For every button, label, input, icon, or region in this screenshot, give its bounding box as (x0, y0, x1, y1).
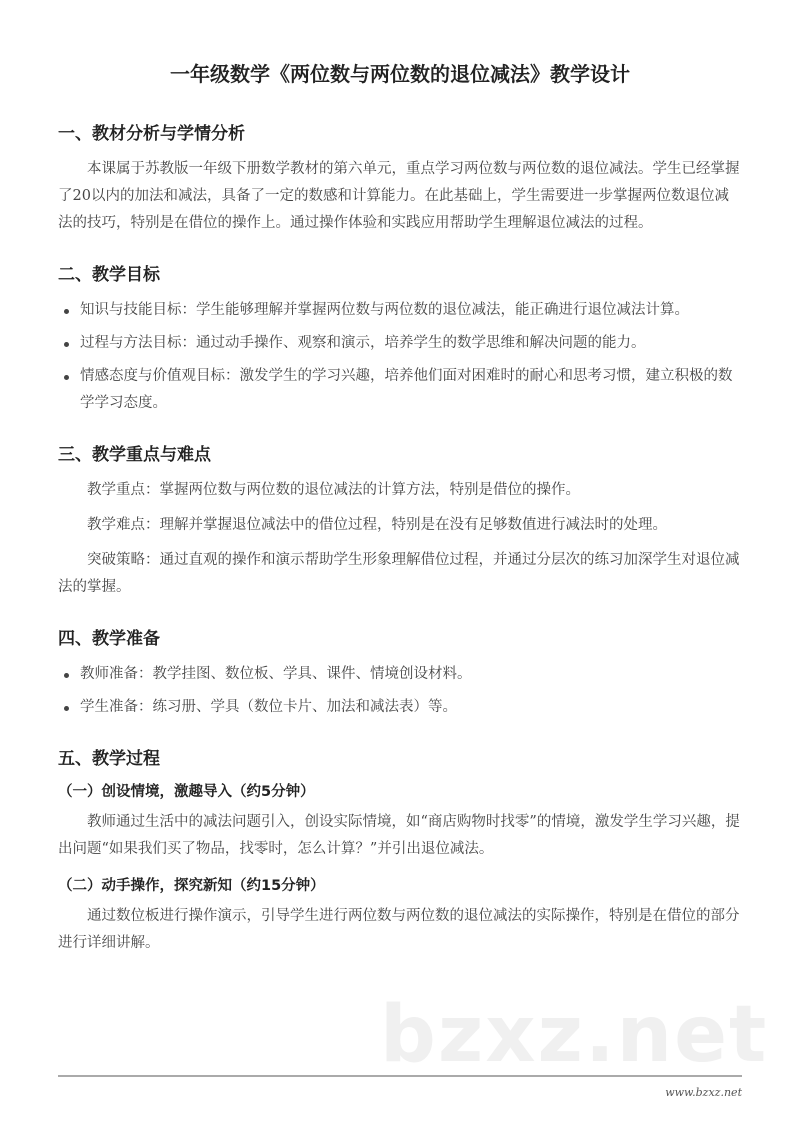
subsection-2-paragraph: 通过数位板进行操作演示，引导学生进行两位数与两位数的退位减法的实际操作，特别是在借位的部分进行详细讲解。 (58, 908, 740, 951)
footer-divider (58, 1075, 742, 1077)
section-2 (58, 263, 742, 417)
list-item: 情感态度与价值观目标：激发学生的学习兴趣，培养他们面对困难时的耐心和思考习惯，建立积极的数学学习态度。 (80, 363, 742, 417)
watermark (380, 1000, 740, 1070)
section-2-list (58, 297, 742, 417)
footer-url: www.bzxz.net (665, 1086, 742, 1099)
section-1 (58, 122, 742, 237)
subsection-2 (58, 875, 742, 957)
section-3 (58, 443, 742, 601)
list-item: 教师准备：教学挂图、数位板、学具、课件、情境创设材料。 (80, 661, 742, 688)
page-footer (58, 1075, 742, 1100)
subsection-1-paragraph: 教师通过生活中的减法问题引入，创设实际情境，如“商店购物时找零”的情境，激发学生学习兴趣，提出问题“如果我们买了物品，找零时，怎么计算？”并引出退位减法。 (58, 814, 740, 857)
section-5-heading: 五、教学过程 (58, 749, 160, 769)
strategy-paragraph: 突破策略：通过直观的操作和演示帮助学生形象理解借位过程，并通过分层次的练习加深学生对退位减法的掌握。 (58, 552, 740, 595)
section-3-heading: 三、教学重点与难点 (58, 445, 211, 465)
subsection-2-heading: （二）动手操作，探究新知（约15分钟） (58, 878, 325, 894)
section-5 (58, 747, 742, 957)
section-4 (58, 627, 742, 721)
list-item: 学生准备：练习册、学具（数位卡片、加法和减法表）等。 (80, 694, 742, 721)
section-1-heading: 一、教材分析与学情分析 (58, 124, 245, 144)
list-item: 知识与技能目标：学生能够理解并掌握两位数与两位数的退位减法，能正确进行退位减法计算。 (80, 297, 742, 324)
section-4-heading: 四、教学准备 (58, 629, 160, 649)
document-title: 一年级数学《两位数与两位数的退位减法》教学设计 (170, 62, 630, 86)
subsection-1-heading: （一）创设情境，激趣导入（约5分钟） (58, 784, 315, 800)
difficulty-paragraph: 教学难点：理解并掌握退位减法中的借位过程，特别是在没有足够数值进行减法时的处理。 (87, 517, 667, 533)
key-point-paragraph: 教学重点：掌握两位数与两位数的退位减法的计算方法，特别是借位的操作。 (87, 482, 580, 498)
subsection-1 (58, 781, 742, 863)
section-1-paragraph: 本课属于苏教版一年级下册数学教材的第六单元，重点学习两位数与两位数的退位减法。学生已经掌握了20以内的加法和减法，具备了一定的数感和计算能力。在此基础上，学生需要进一步掌握两位数退位减法的技巧，特别是在借位的操作上。通过操作体验和实践应用帮助学生理解退位减法的过程。 (58, 161, 740, 231)
section-4-list (58, 661, 742, 721)
list-item: 过程与方法目标：通过动手操作、观察和演示，培养学生的数学思维和解决问题的能力。 (80, 330, 742, 357)
section-2-heading: 二、教学目标 (58, 265, 160, 285)
